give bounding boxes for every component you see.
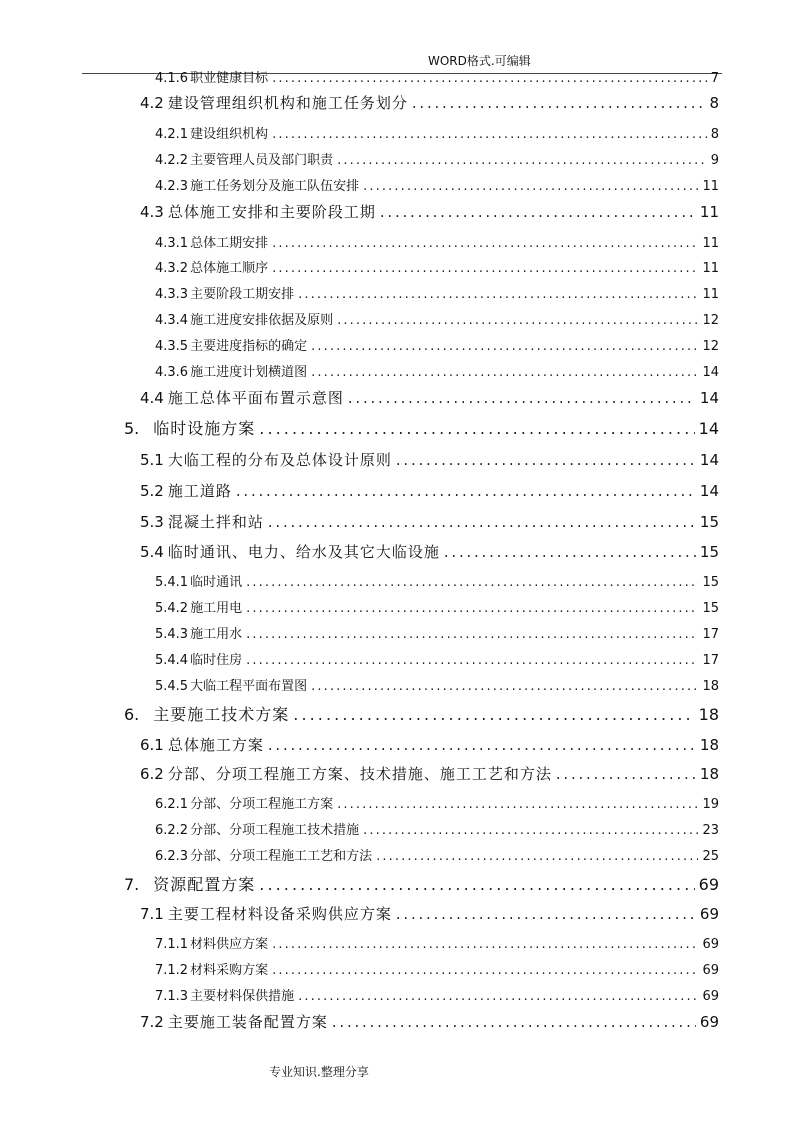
toc-entry-page: 18 bbox=[698, 705, 719, 724]
toc-entry-page: 11 bbox=[702, 236, 719, 251]
toc-entry[interactable] bbox=[140, 387, 719, 408]
toc-entry[interactable] bbox=[140, 541, 719, 562]
toc-entry-title: 临时住房 bbox=[190, 653, 243, 668]
toc-dot-leader bbox=[246, 627, 698, 642]
toc-entry-page: 12 bbox=[702, 313, 719, 328]
toc-entry-page: 8 bbox=[709, 94, 719, 112]
toc-dot-leader bbox=[348, 389, 696, 407]
toc-entry-title: 施工进度计划横道图 bbox=[190, 365, 308, 380]
toc-entry[interactable] bbox=[155, 959, 719, 978]
toc-entry-title: 建设组织机构 bbox=[190, 127, 269, 142]
toc-dot-leader bbox=[444, 543, 696, 561]
toc-dot-leader bbox=[272, 71, 707, 86]
toc-entry[interactable] bbox=[155, 597, 719, 616]
toc-entry-title: 主要工程材料设备采购供应方案 bbox=[167, 905, 392, 923]
toc-dot-leader bbox=[363, 179, 698, 194]
toc-entry-title: 临时通讯、电力、给水及其它大临设施 bbox=[167, 543, 440, 561]
toc-entry[interactable] bbox=[155, 232, 719, 251]
toc-dot-leader bbox=[298, 287, 698, 302]
page-footer: 专业知识.整理分享 bbox=[269, 1065, 369, 1079]
toc-entry[interactable] bbox=[155, 845, 719, 864]
toc-entry[interactable] bbox=[140, 511, 719, 532]
toc-entry[interactable] bbox=[155, 257, 719, 276]
toc-entry-number: 4.3 bbox=[140, 203, 164, 221]
toc-dot-leader bbox=[293, 705, 694, 724]
toc-entry-number: 6.1 bbox=[140, 736, 164, 754]
toc-dot-leader bbox=[246, 601, 698, 616]
toc-entry-page: 12 bbox=[702, 339, 719, 354]
toc-entry-page: 14 bbox=[699, 451, 719, 469]
toc-entry[interactable] bbox=[155, 985, 719, 1004]
toc-entry-page: 69 bbox=[702, 989, 719, 1004]
toc-entry-number: 4.2.2 bbox=[155, 153, 189, 168]
toc-entry[interactable] bbox=[155, 819, 719, 838]
toc-entry-number: 7.1.2 bbox=[155, 963, 189, 978]
toc-entry[interactable] bbox=[124, 702, 719, 725]
toc-entry[interactable] bbox=[155, 649, 719, 668]
toc-entry-number: 7.1 bbox=[140, 905, 164, 923]
toc-entry-title: 总体工期安排 bbox=[190, 236, 269, 251]
toc-entry-title: 分部、分项工程施工工艺和方法 bbox=[190, 849, 373, 864]
toc-entry-page: 69 bbox=[698, 875, 719, 894]
toc-dot-leader bbox=[272, 963, 698, 978]
toc-dot-leader bbox=[259, 875, 694, 894]
toc-entry-title: 大临工程平面布置图 bbox=[190, 679, 308, 694]
toc-entry[interactable] bbox=[140, 734, 719, 755]
toc-entry-page: 18 bbox=[699, 736, 719, 754]
toc-entry-page: 18 bbox=[702, 679, 719, 694]
toc-entry[interactable] bbox=[155, 933, 719, 952]
toc-entry-page: 14 bbox=[699, 389, 719, 407]
toc-entry-page: 69 bbox=[699, 1013, 719, 1031]
toc-entry-number: 5. bbox=[124, 419, 140, 438]
toc-entry-title: 分部、分项工程施工技术措施 bbox=[190, 823, 360, 838]
toc-dot-leader bbox=[376, 849, 698, 864]
toc-entry[interactable] bbox=[140, 1011, 719, 1032]
toc-entry-number: 6.2.1 bbox=[155, 797, 189, 812]
toc-dot-leader bbox=[272, 937, 698, 952]
toc-entry-number: 4.2.1 bbox=[155, 127, 189, 142]
toc-entry[interactable] bbox=[155, 571, 719, 590]
toc-entry-number: 6. bbox=[124, 705, 140, 724]
toc-entry-title: 职业健康目标 bbox=[190, 71, 269, 86]
toc-dot-leader bbox=[380, 203, 696, 221]
toc-entry-page: 15 bbox=[702, 601, 719, 616]
toc-entry-title: 分部、分项工程施工方案 bbox=[190, 797, 334, 812]
toc-entry-page: 69 bbox=[702, 937, 719, 952]
toc-entry[interactable] bbox=[155, 361, 719, 380]
toc-dot-leader bbox=[236, 482, 696, 500]
toc-entry-number: 4.2.3 bbox=[155, 179, 189, 194]
toc-entry-number: 7.2 bbox=[140, 1013, 164, 1031]
toc-entry-title: 施工总体平面布置示意图 bbox=[167, 389, 344, 407]
toc-entry-page: 11 bbox=[699, 203, 719, 221]
toc-entry[interactable] bbox=[140, 92, 719, 113]
toc-entry[interactable] bbox=[155, 123, 719, 142]
toc-entry-number: 4.3.4 bbox=[155, 313, 189, 328]
toc-entry[interactable] bbox=[140, 480, 719, 501]
toc-dot-leader bbox=[396, 905, 696, 923]
toc-dot-leader bbox=[268, 513, 696, 531]
toc-dot-leader bbox=[259, 419, 694, 438]
toc-entry-page: 15 bbox=[699, 513, 719, 531]
toc-entry-page: 8 bbox=[710, 127, 719, 142]
toc-dot-leader bbox=[298, 989, 698, 1004]
toc-entry-number: 5.4.4 bbox=[155, 653, 189, 668]
toc-entry-number: 5.4.5 bbox=[155, 679, 189, 694]
toc-entry-title: 施工用水 bbox=[190, 627, 243, 642]
toc-entry-title: 施工任务划分及施工队伍安排 bbox=[190, 179, 360, 194]
toc-entry-title: 主要管理人员及部门职责 bbox=[190, 153, 334, 168]
toc-dot-leader bbox=[337, 313, 698, 328]
toc-entry-title: 施工用电 bbox=[190, 601, 243, 616]
toc-entry-title: 临时设施方案 bbox=[153, 419, 256, 438]
toc-entry-title: 总体施工顺序 bbox=[190, 261, 269, 276]
toc-dot-leader bbox=[311, 339, 698, 354]
toc-entry-number: 4.3.1 bbox=[155, 236, 189, 251]
toc-entry[interactable] bbox=[155, 335, 719, 354]
toc-entry-title: 施工进度安排依据及原则 bbox=[190, 313, 334, 328]
toc-entry-title: 分部、分项工程施工方案、技术措施、施工工艺和方法 bbox=[167, 765, 552, 783]
toc-entry-number: 6.2.3 bbox=[155, 849, 189, 864]
toc-entry-title: 总体施工安排和主要阶段工期 bbox=[167, 203, 376, 221]
toc-entry-page: 69 bbox=[699, 905, 719, 923]
toc-entry-title: 临时通讯 bbox=[190, 575, 243, 590]
toc-entry[interactable] bbox=[140, 449, 719, 470]
toc-entry-page: 14 bbox=[702, 365, 719, 380]
toc-dot-leader bbox=[272, 127, 707, 142]
toc-entry-page: 17 bbox=[702, 653, 719, 668]
toc-dot-leader bbox=[337, 153, 707, 168]
toc-entry-number: 7. bbox=[124, 875, 140, 894]
toc-entry-number: 4.3.6 bbox=[155, 365, 189, 380]
toc-dot-leader bbox=[396, 451, 696, 469]
toc-entry-number: 4.3.2 bbox=[155, 261, 189, 276]
toc-dot-leader bbox=[332, 1013, 696, 1031]
toc-entry-page: 11 bbox=[702, 287, 719, 302]
toc-entry-number: 7.1.1 bbox=[155, 937, 189, 952]
toc-entry-page: 11 bbox=[702, 261, 719, 276]
toc-entry-page: 17 bbox=[702, 627, 719, 642]
toc-entry-number: 5.3 bbox=[140, 513, 164, 531]
toc-entry-number: 5.4 bbox=[140, 543, 164, 561]
toc-dot-leader bbox=[268, 736, 696, 754]
toc-entry-title: 施工道路 bbox=[167, 482, 232, 500]
toc-entry-number: 5.4.2 bbox=[155, 601, 189, 616]
toc-entry[interactable] bbox=[155, 793, 719, 812]
toc-entry-number: 4.3.5 bbox=[155, 339, 189, 354]
toc-entry-number: 5.1 bbox=[140, 451, 164, 469]
toc-entry-title: 大临工程的分布及总体设计原则 bbox=[167, 451, 392, 469]
toc-entry[interactable] bbox=[140, 201, 719, 222]
toc-entry-page: 14 bbox=[698, 419, 719, 438]
toc-entry[interactable] bbox=[155, 149, 719, 168]
toc-dot-leader bbox=[311, 365, 698, 380]
toc-entry-number: 4.2 bbox=[140, 94, 164, 112]
toc-entry-number: 5.2 bbox=[140, 482, 164, 500]
header-text: WORD格式.可编辑 bbox=[428, 54, 531, 68]
toc-entry-page: 11 bbox=[702, 179, 719, 194]
toc-entry-number: 4.4 bbox=[140, 389, 164, 407]
toc-entry[interactable] bbox=[155, 309, 719, 328]
toc-entry-title: 主要材料保供措施 bbox=[190, 989, 295, 1004]
toc-entry-title: 总体施工方案 bbox=[167, 736, 264, 754]
toc-entry-page: 14 bbox=[699, 482, 719, 500]
toc-entry-page: 18 bbox=[699, 765, 719, 783]
toc-entry-title: 主要施工技术方案 bbox=[153, 705, 290, 724]
toc-entry-page: 19 bbox=[702, 797, 719, 812]
toc-dot-leader bbox=[363, 823, 698, 838]
toc-dot-leader bbox=[272, 236, 698, 251]
toc-entry-number: 5.4.1 bbox=[155, 575, 189, 590]
toc-dot-leader bbox=[337, 797, 698, 812]
toc-entry-title: 建设管理组织机构和施工任务划分 bbox=[167, 94, 408, 112]
toc-entry-page: 15 bbox=[699, 543, 719, 561]
toc-entry-number: 6.2.2 bbox=[155, 823, 189, 838]
toc-entry[interactable] bbox=[140, 903, 719, 924]
toc-entry[interactable] bbox=[124, 872, 719, 895]
toc-entry-title: 混凝土拌和站 bbox=[167, 513, 264, 531]
toc-dot-leader bbox=[272, 261, 698, 276]
toc-entry-number: 6.2 bbox=[140, 765, 164, 783]
toc-entry-number: 4.3.3 bbox=[155, 287, 189, 302]
toc-entry-title: 主要施工装备配置方案 bbox=[167, 1013, 328, 1031]
toc-entry-number: 5.4.3 bbox=[155, 627, 189, 642]
toc-entry-title: 主要进度指标的确定 bbox=[190, 339, 308, 354]
toc-dot-leader bbox=[311, 679, 698, 694]
toc-entry-title: 主要阶段工期安排 bbox=[190, 287, 295, 302]
toc-entry-page: 23 bbox=[702, 823, 719, 838]
toc-entry[interactable] bbox=[155, 675, 719, 694]
toc-dot-leader bbox=[246, 653, 698, 668]
toc-entry-page: 69 bbox=[702, 963, 719, 978]
toc-entry[interactable] bbox=[155, 67, 719, 86]
toc-entry[interactable] bbox=[124, 416, 719, 439]
toc-entry-number: 4.1.6 bbox=[155, 71, 189, 86]
toc-entry-page: 15 bbox=[702, 575, 719, 590]
toc-entry[interactable] bbox=[140, 763, 719, 784]
toc-entry-title: 材料采购方案 bbox=[190, 963, 269, 978]
toc-dot-leader bbox=[556, 765, 696, 783]
toc-entry-page: 9 bbox=[710, 153, 719, 168]
toc-entry-title: 材料供应方案 bbox=[190, 937, 269, 952]
toc-entry-title: 资源配置方案 bbox=[153, 875, 256, 894]
toc-entry[interactable] bbox=[155, 175, 719, 194]
toc-dot-leader bbox=[412, 94, 706, 112]
toc-dot-leader bbox=[246, 575, 698, 590]
toc-entry-number: 7.1.3 bbox=[155, 989, 189, 1004]
toc-entry-page: 25 bbox=[702, 849, 719, 864]
toc-entry-page: 7 bbox=[710, 71, 719, 86]
toc-entry[interactable] bbox=[155, 283, 719, 302]
toc-entry[interactable] bbox=[155, 623, 719, 642]
